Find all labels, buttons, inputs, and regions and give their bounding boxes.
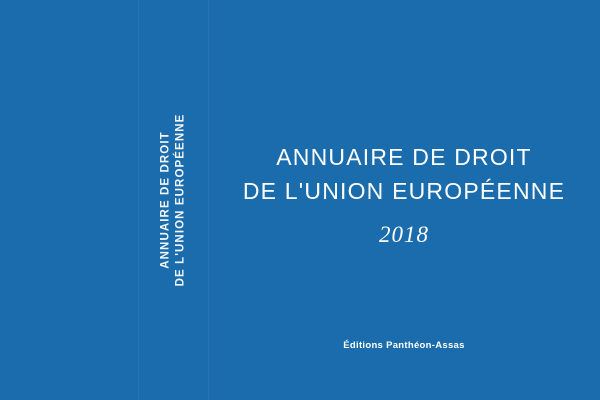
spine-title-line-2: DE L'UNION EUROPÉENNE	[174, 113, 187, 287]
front-cover-panel	[208, 0, 600, 400]
spine-title-line-1: ANNUAIRE DE DROIT	[159, 131, 172, 269]
book-spine	[138, 0, 208, 400]
cover-title-line-2: DE L'UNION EUROPÉENNE	[242, 178, 566, 204]
spine-text-block	[158, 114, 188, 287]
publisher-name: Éditions Panthéon-Assas	[343, 340, 465, 351]
cover-title-block	[208, 140, 600, 248]
cover-year: 2018	[379, 222, 429, 247]
cover-title-line-1: ANNUAIRE DE DROIT	[276, 144, 532, 170]
